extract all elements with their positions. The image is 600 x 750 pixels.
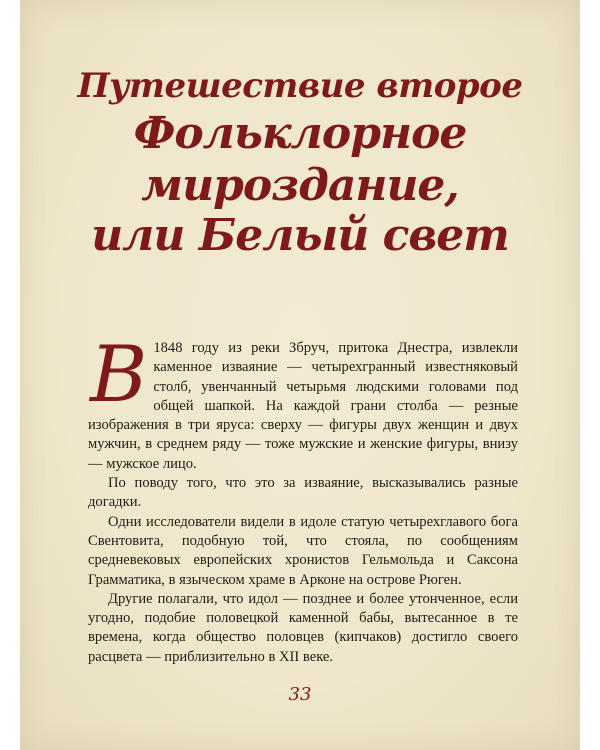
chapter-title-line-3: или Белый свет (91, 210, 509, 261)
chapter-subtitle: Путешествие второе (77, 66, 523, 106)
book-page (20, 0, 580, 750)
paragraph-1 (88, 330, 518, 474)
body-text (88, 330, 518, 667)
chapter-title-line-2: мироздание, (141, 160, 459, 211)
paragraph-1-text: 1848 году из реки Збруч, притока Днестра, извлекли каменное изваяние — четырехгранный известняковый столб, увенчанный четырьмя людскими головами под общей шапкой. На каждой грани столба — резные изображения в три яруса: сверху — фигуры двух женщин и двух мужчин, в среднем ряду — тоже мужские и женские фигуры, внизу — мужское лицо. (88, 340, 518, 472)
page-number: 33 (288, 684, 312, 705)
paragraph-2: По поводу того, что это за изваяние, высказывались разные догадки. (88, 475, 518, 511)
paragraph-3: Одни исследователи видели в идоле статую четырехглавого бога Свентовита, подобную той, что стояла, по сообщениям средневековых европейских хронистов Гельмольда и Саксона Грамматика, в языческом храме в Арконе на острове Рюген. (88, 513, 518, 588)
drop-cap: В (90, 330, 148, 420)
chapter-title-line-1: Фольклорное (133, 108, 467, 159)
paragraph-4: Другие полагали, что идол — позднее и более утонченное, если угодно, подобие половецкой каменной бабы, вытесанное в те времена, когда общество половцев (кипчаков) достигло своего расцвета — приблизительно в XII веке. (88, 590, 518, 665)
